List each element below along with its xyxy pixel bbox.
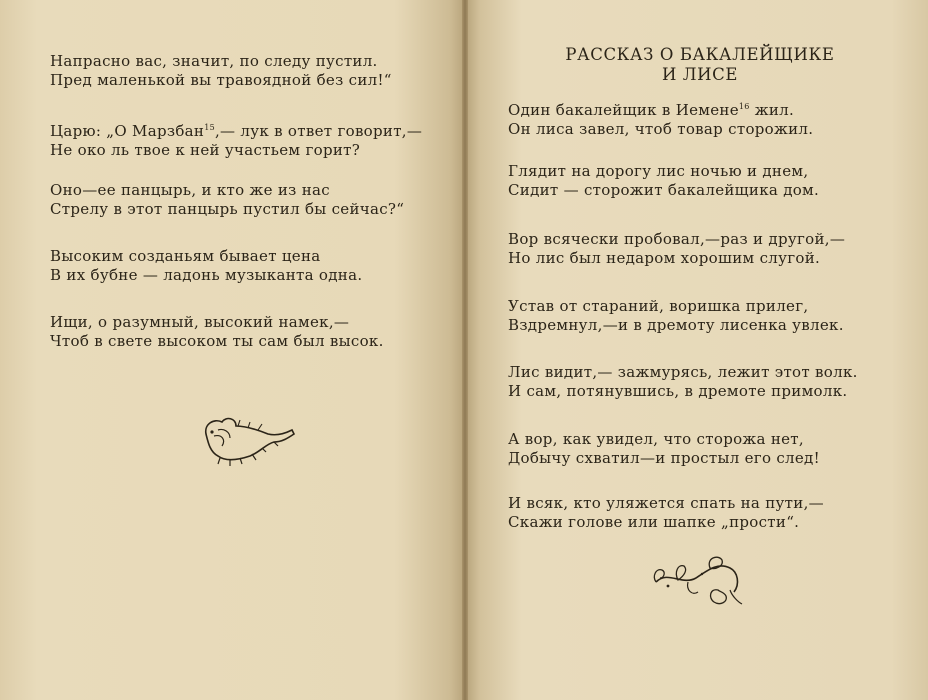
verse-line: Оно—ее панцырь, и кто же из нас (50, 181, 330, 199)
right-couplet-5 (508, 363, 858, 401)
verse-line: В их бубне — ладонь музыканта одна. (50, 266, 363, 284)
verse-line: Стрелу в этот панцырь пустил бы сейчас?“ (50, 200, 405, 218)
left-couplet-1 (50, 52, 392, 90)
verse-line: Не око ль твое к ней участьем горит? (50, 141, 361, 159)
verse-line: Вздремнул,—и в дремоту лисенка увлек. (508, 316, 844, 334)
right-couplet-1 (508, 97, 813, 139)
fish-ornament-icon (196, 412, 300, 468)
right-couplet-3 (508, 230, 845, 268)
verse-line: А вор, как увидел, что сторожа нет, (508, 430, 804, 448)
verse-line: Высоким созданьям бывает цена (50, 247, 321, 265)
right-couplet-7 (508, 494, 824, 532)
verse-line: Сидит — сторожит бакалейщика дом. (508, 181, 820, 199)
footnote-ref: 16 (738, 102, 750, 111)
right-couplet-4 (508, 297, 844, 335)
verse-line: Напрасно вас, значит, по следу пустил. (50, 52, 378, 70)
title-line: РАССКАЗ О БАКАЛЕЙЩИКЕ (565, 45, 835, 64)
verse-line: Пред маленькой вы травоядной без сил!“ (50, 71, 392, 89)
verse-line: Добычу схватил—и простыл его след! (508, 449, 820, 467)
title-line: И ЛИСЕ (661, 65, 739, 84)
left-couplet-3 (50, 181, 404, 219)
right-couplet-2 (508, 162, 819, 200)
verse-line: Чтоб в свете высоком ты сам был высок. (50, 332, 384, 350)
footnote-ref: 15 (204, 123, 215, 132)
story-title (500, 45, 900, 85)
book-gutter (462, 0, 468, 700)
verse-line: Он лиса завел, чтоб товар сторожил. (508, 120, 814, 138)
floral-vine-ornament-icon (648, 552, 748, 608)
verse-line: Глядит на дорогу лис ночью и днем, (508, 162, 809, 180)
verse-line: Но лис был недаром хорошим слугой. (508, 249, 821, 267)
left-couplet-2 (50, 118, 422, 160)
verse-line: Вор всячески пробовал,—раз и другой,— (508, 230, 846, 248)
verse-line: Царю: „О Марзбан$^{15}$,— лук в ответ говорит,— (50, 122, 423, 140)
verse-line: Один бакалейщик в Иемене$^{16}$ жил. (508, 101, 795, 119)
verse-line: И сам, потянувшись, в дремоте примолк. (508, 382, 848, 400)
verse-line: Лис видит,— зажмурясь, лежит этот волк. (508, 363, 858, 381)
left-couplet-4 (50, 247, 362, 285)
right-couplet-6 (508, 430, 820, 468)
verse-line: И всяк, кто уляжется спать на пути,— (508, 494, 824, 512)
verse-line: Ищи, о разумный, высокий намек,— (50, 313, 350, 331)
verse-line: Устав от стараний, воришка прилег, (508, 297, 809, 315)
verse-line: Скажи голове или шапке „прости“. (508, 513, 800, 531)
left-couplet-5 (50, 313, 384, 351)
